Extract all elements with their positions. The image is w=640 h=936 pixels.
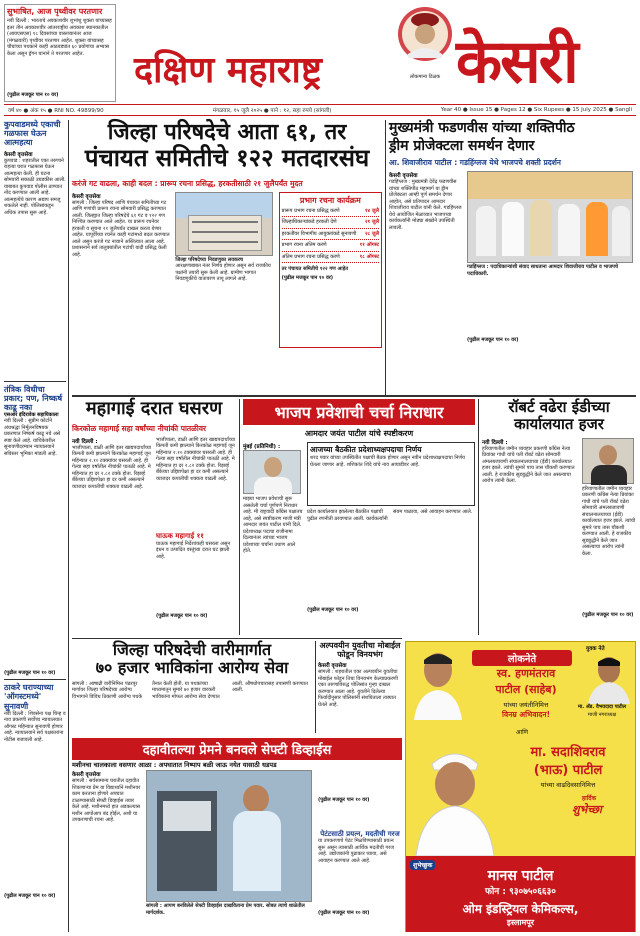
- story2-contd: (पुढील मजकूर पान १० वर): [4, 670, 56, 677]
- bjp-story: [243, 399, 475, 635]
- ad-name1: स्व. हणमंतराव: [496, 667, 556, 680]
- cm-body: गडहिंग्लज : मुख्यमंत्री देवेंद्र फडणवीस यांच्या शक्तिपीठ महामार्ग या ड्रीम प्रोजेक्टला आम्ही पूर्ण समर्थन देणार आहोत, असे प्रतिपादन आमदार शिवाजीराव पाटील यांनी केले. गडहिंग्लज येथे आयोजित मेळाव्यात भाजपच्या कार्यकर्त्यांनी मोठ्या संख्येने उपस्थिती लावली.: [389, 179, 462, 231]
- ad-greeting: शुभेच्छा: [572, 803, 602, 816]
- schedule-row: [282, 252, 379, 264]
- schedule-row: [282, 229, 379, 241]
- story1-byline: केसरी वृत्तसेवा: [4, 151, 33, 158]
- cm-story: [389, 120, 636, 392]
- vadra-story: [482, 399, 636, 635]
- jayant-patil-photo: [243, 450, 301, 494]
- advertisement: [405, 641, 636, 932]
- ad-portrait-right: [584, 652, 634, 704]
- schedule-row-label: जिल्हाधिकाऱ्यांकडे हरकती देणे: [281, 219, 337, 226]
- story3-contd: (पुढील मजकूर पान १० वर): [4, 892, 56, 899]
- left-column: [4, 120, 66, 932]
- ad-name2b: (भाऊ) पाटील: [533, 763, 603, 778]
- ad-banner: लोकनेते: [472, 650, 572, 666]
- safety-side: [318, 830, 402, 932]
- inflation-subhead: किरकोळ महागाई सहा वर्षांच्या नीचांकी पातळीवर: [72, 423, 207, 433]
- top-left-news: [4, 4, 116, 102]
- safety-headline: दहावीतल्या प्रेमने बनवले सेफ्टी डिव्हाईस: [72, 738, 402, 760]
- ad-side-role: माजी नगराध्यक्ष: [587, 712, 617, 718]
- ad-line3: यांच्या वाढदिवसानिमित्त: [540, 781, 596, 789]
- editor-caption: लोकमान्य टिळक: [409, 74, 441, 80]
- zp-contd: (पुढील मजकूर पान १० वर): [281, 274, 334, 281]
- masthead-title-left: दक्षिण महाराष्ट्र: [134, 49, 322, 91]
- zp-photo-caption: जिल्हा परिषदेच्या निवडणुका लवकरच: [175, 256, 244, 263]
- ad-side-person: मा. ॲड. वैभवदादा पाटील: [577, 704, 627, 710]
- schedule-row: [282, 240, 379, 252]
- safety-contd: (पुढील मजकूर पान १० वर): [318, 910, 370, 917]
- schedule-row-label: प्रारूप प्रभाग रचना प्रसिद्ध करणे: [281, 207, 340, 214]
- safety-byline: केसरी वृत्तसेवा: [72, 772, 101, 778]
- schedule-row: [282, 206, 379, 218]
- inflation-sub2: घाऊक महागाई ११: [156, 531, 204, 540]
- inflation-headline: महागाई दरात घसरण: [85, 398, 223, 419]
- health-story: [72, 641, 312, 733]
- info-mid: मंगळवार, १५ जुलै २०२५ ● पाने : १२, सहा रुपये (सांगली): [212, 108, 332, 114]
- vadra-headline-1: रॉबर्ट वढेरा ईडीच्या: [508, 398, 610, 416]
- zp-box-footer: तर पंचायत समितीचे १२२ गण आहेत: [281, 266, 349, 273]
- mobile-headline: अल्पवयीन युवतीचा मोबाईल फोडून विनयभंग: [319, 641, 401, 660]
- bjp-box-body: शरद पवार यांच्या उपस्थितीत पक्षाची बैठक होणार असून नवीन प्रदेशाध्यक्षपदाचा निर्णय घेतला जाणार आहे. शशिकांत शिंदे यांचे नाव आघाडीवर आहे.: [310, 455, 465, 468]
- zp-subhead: करंजे गट वाढला, काही बदल : प्रारूप रचना प्रसिद्ध, हरकतीसाठी २१ जुलैपर्यंत मुदत: [72, 178, 303, 188]
- ad-name2: मा. सदाशिवराव: [530, 745, 606, 760]
- zp-headline-1: जिल्हा परिषदेचे आता ६१, तर: [107, 120, 347, 145]
- vadra-byline: नवी दिल्ली :: [482, 439, 508, 446]
- masthead: [120, 2, 638, 102]
- info-right: Year 40 ● Issue 15 ● Pages 12 ● Six Rupees ● 15 July 2025 ● Sangli: [440, 107, 632, 113]
- bjp-body2: प्रदेश कार्यालयात झालेल्या बैठकीत पक्षाची पुढील रणनीती ठरवण्यात आली. कार्यकर्त्यांनी संयम पाळावा, असे आवाहन करण्यात आले.: [307, 509, 473, 522]
- editor-portrait: [396, 4, 454, 80]
- health-headline-2: ७० हजार भाविकांना आरोग्य सेवा: [95, 658, 289, 678]
- vadra-body-col2: हरियाणातील जमीन व्यवहार प्रकरणी काँग्रेस नेत्या प्रियांका गांधी यांचे पती रॉबर्ट वढेरा सोमवारी अंमलबजावणी संचालनालयाच्या (ईडी) कार्यालयात हजर झाले. त्यांची सुमारे पाच तास चौकशी करण्यात आली. हे राजकीय सूडबुद्धीने केले जात असल्याचा आरोप त्यांनी केला.: [582, 485, 636, 557]
- story3-headline: ठाकरे घराण्याच्या 'ऑगस्टमध्ये' सुनावणी: [4, 683, 54, 711]
- safety-side-body: या उपकरणाचे पेटंट मिळविण्यासाठी प्रयत्न सुरू असून त्यासाठी आर्थिक मदतीची गरज आहे. उद्योजकांनी पुढाकार घ्यावा, असे आवाहन करण्यात आले आहे.: [318, 838, 394, 864]
- vadra-contd: (पुढील मजकूर पान १० वर): [582, 611, 634, 618]
- ad-and: आणि: [516, 729, 529, 736]
- zp-story: [72, 120, 382, 392]
- top-left-headline: सुभाषित, आज पृथ्वीवर परतणार: [7, 7, 103, 16]
- safety-body: सांगली : सर्वसामान्य घरातील दहावीत शिकणाऱ्या प्रेम या विद्यार्थ्याने मशीनवर काम करताना होणारे अपघात टाळण्यासाठी सेफ्टी डिव्हाईस तयार केले आहे. मशीनमध्ये हात अडकल्यास मशीन आपोआप बंद होईल, अशी या उपकरणाची रचना आहे.: [72, 778, 141, 823]
- vadra-headline-2: कार्यालयात हजर: [514, 415, 604, 434]
- safety-subhead: मशीनचा चालकाला वसणार आळा : अपघातात निष्पाप बळी जाऊ नयेत यासाठी धडपड: [72, 761, 277, 769]
- ad-portrait-center: [410, 738, 500, 856]
- safety-photo-caption: सांगली : आपण बनविलेले सेफ्टी डिव्हाईस दाखविताना प्रेम पवार. सोबत त्याचे शाळेतील मार्गदर्शक.: [146, 903, 305, 916]
- schedule-row-date: २८ जुलै: [364, 230, 379, 237]
- cm-contd: (पुढील मजकूर पान १० वर): [467, 337, 519, 344]
- ad-company: ओम इंडस्ट्रियल केमिकल्स,: [462, 902, 579, 916]
- masthead-info-strip: [4, 104, 636, 116]
- top-left-contd: (पुढील मजकूर पान १० वर): [7, 92, 59, 99]
- health-body: सांगली : आषाढी वारीनिमित्त पंढरपूर मार्गावर जिल्हा परिषदेच्या आरोग्य विभागाने विविध ठिकाणी आरोग्य पथके तैनात केली होती. या पथकांच्या माध्यमातून सुमारे ७० हजार वारकरी भाविकांना मोफत आरोग्य सेवा देण्यात आली. औषधोपचारासह तपासणी करण्यात आली.: [72, 680, 308, 700]
- story1-headline: कुपवाडमध्ये एकाची गळफास घेऊन आत्महत्या: [4, 120, 61, 148]
- zp-building-photo: [175, 192, 273, 256]
- cm-photo-caption: गडहिंग्लज : पदाधिकाऱ्यांशी संवाद साधताना आमदार शिवाजीराव पाटील व भाजपचे पदाधिकारी.: [467, 264, 619, 277]
- story1-body: कुपवाड : शहरातील एका तरुणाने राहत्या घरात गळफास घेऊन आत्महत्या केली. ही घटना सोमवारी सकाळी उघडकीस आली. याबाबत कुपवाड पोलीस ठाण्यात नोंद करण्यात आली आहे. आत्महत्येचे कारण अद्याप समजू शकलेले नाही. पोलिसांकडून अधिक तपास सुरू आहे.: [4, 157, 66, 216]
- inflation-body2: घाऊक महागाई निर्देशांकही घसरला असून इंधन व उत्पादित वस्तूंच्या दरात घट झाली आहे.: [156, 540, 231, 560]
- cm-rally-photo: [467, 171, 633, 263]
- ad-name1b: पाटील (साहेब): [495, 683, 557, 696]
- top-left-body: नवी दिल्ली : भारताचे अवकाशवीर शुभांशु शुक्ला यांच्यासह इतर तीन अवकाशवीर आंतरराष्ट्रीय अवकाश स्थानकातील (आयएसएस) १८ दिवसांच्या वास्तव्यानंतर आज (मंगळवारी) पृथ्वीवर परतणार आहेत. शुक्ला यांच्यासह चौघांच्या पथकाने काही आठवड्यांत ६० प्रयोगांचा अभ्यास केला असून ड्रॅगन यानाने ते परतणार आहेत.: [7, 18, 112, 57]
- story2-sub: एसआर इंदिरावेक सहायिकाला: [4, 412, 59, 419]
- zp-box-title: प्रभाग रचना कार्यक्रम: [299, 195, 361, 205]
- inflation-body: भाजीपाला, डाळी आणि इतर खाद्यपदार्थांच्या किमती कमी झाल्याने किरकोळ महागाई जून महिन्यात २.१० टक्क्यांवर घसरली आहे. ही गेल्या सहा वर्षांतील नीचांकी पातळी आहे. मे महिन्यात हा दर २.८२ टक्के होता. रिझर्व्ह बँकेच्या उद्दिष्टापेक्षा हा दर कमी असल्याने व्याजदर कपातीची शक्यता वाढली आहे.: [72, 444, 152, 490]
- safety-side-head: पेटंटसाठी प्रयत्न, मदतीची गरज: [320, 830, 400, 838]
- mobile-byline: केसरी वृत्तसेवा: [318, 663, 347, 670]
- story3-body: नवी दिल्ली : शिवसेना पक्ष चिन्ह व नाव प्रकरणी सर्वोच्च न्यायालयात ऑगस्ट महिन्यात सुनावणी होणार आहे. न्यायालयाने सर्व पक्षकारांना नोटीस बजावली आहे.: [4, 710, 66, 743]
- schedule-row: [282, 217, 379, 229]
- inflation-byline: नवी दिल्ली :: [72, 438, 98, 445]
- schedule-row-label: अंतिम प्रभाग रचना प्रसिद्ध करणे: [281, 253, 340, 260]
- schedule-row-date: १८ ऑगस्ट: [359, 253, 379, 260]
- bjp-headline: भाजप प्रवेशाची चर्चा निराधार: [243, 399, 475, 425]
- masthead-title-right: केसरी: [456, 27, 577, 97]
- ad-sponsor-block: [406, 856, 635, 932]
- ad-greeting-small: हार्दिक: [582, 795, 597, 802]
- inflation-story: [72, 399, 236, 635]
- mobile-story: [318, 641, 402, 825]
- zp-schedule-box: [279, 192, 382, 348]
- ad-top-label: युवक नेते: [586, 646, 605, 652]
- schedule-row-date: २१ जुलै: [364, 219, 379, 226]
- story2-body: नवी दिल्ली : सुप्रीम कोर्टाने अंधश्रद्धा निर्मूलनविषयक प्रकरणात निष्कर्ष काढू नये असे स्पष्ट केले आहे. याचिकेवरील सुनावणीदरम्यान न्यायालयाने सविस्तर भूमिका मांडली आहे.: [4, 418, 61, 457]
- zp-body2: आरक्षणाबाबत नंतर निर्णय होणार असून सर्व राजकीय पक्षांनी तयारी सुरू केली आहे. ग्रामीण भागात निवडणुकीचे वातावरण तापू लागले आहे.: [175, 263, 271, 283]
- bjp-box-title: आजच्या बैठकीत प्रदेशाध्यक्षपदाचा निर्णय: [310, 445, 422, 454]
- vadra-body: हरियाणातील जमीन व्यवहार प्रकरणी काँग्रेस नेत्या प्रियांका गांधी यांचे पती रॉबर्ट वढेरा सोमवारी अंमलबजावणी संचालनालयाच्या (ईडी) कार्यालयात हजर झाले. त्यांची सुमारे पाच तास चौकशी करण्यात आली. हे राजकीय सूडबुद्धीने केले जात असल्याचा आरोप त्यांनी केला.: [482, 445, 575, 484]
- bjp-body: माझ्या भाजप प्रवेशाची सुरू असलेली चर्चा पूर्णपणे निराधार आहे. मी राष्ट्रवादी काँग्रेस पक्षातच आहे, असे स्पष्टीकरण माजी मंत्री आमदार जयंत पाटील यांनी दिले. प्रदेशाध्यक्ष पदाचा राजीनामा दिल्यानंतर त्यांच्या भाजप प्रवेशाच्या चर्चांना उधाण आले होते.: [243, 496, 303, 554]
- cm-subhead: आ. शिवाजीराव पाटील : गडहिंग्लज येथे भाजपचे शक्ती प्रदर्शन: [389, 158, 561, 168]
- ad-portrait-left: [410, 648, 466, 720]
- schedule-row-label: हरकतींवर विभागीय आयुक्तांकडे सुनावणी: [281, 230, 357, 237]
- zp-headline-2: पंचायत समितीचे १२२ मतदारसंघ: [84, 144, 370, 173]
- zp-byline: केसरी वृत्तसेवा: [72, 193, 101, 200]
- ad-sponsor-label: शुभेच्छुक: [410, 860, 435, 870]
- ad-phone: फोन : ९३०७५०६६३०: [485, 887, 556, 897]
- bjp-contd: (पुढील मजकूर पान १० वर): [307, 607, 359, 613]
- ad-city: इस्लामपूर: [506, 918, 535, 927]
- safety-photo: [146, 770, 312, 902]
- mobile-body: सांगली : शहरातील एका अल्पवयीन युवतीचा मोबाईल फोडून तिचा विनयभंग केल्याप्रकरणी एका तरुणाविरुद्ध पोलिसांत गुन्हा दाखल करण्यात आला आहे. युवतीने दिलेल्या फिर्यादीनुसार पोलिसांनी संशयिताला ताब्यात घेतले आहे.: [318, 669, 398, 708]
- info-left: वर्ष ४० ● अंक १५ ● RNI NO. 49899/90: [8, 108, 104, 114]
- inflation-contd: (पुढील मजकूर पान १० वर): [156, 612, 208, 619]
- cm-headline-1: मुख्यमंत्री फडणवीस यांच्या शक्तिपीठ: [389, 120, 575, 136]
- cm-headline-2: ड्रीम प्रोजेक्टला समर्थन देणार: [389, 138, 535, 155]
- bjp-meeting-box: [307, 442, 475, 506]
- zp-body: सांगली : जिल्हा परिषद आणि पंचायत समितीच्या गट आणि गणांची प्रारूप रचना सोमवारी प्रसिद्ध करण्यात आली. जिल्ह्यात जिल्हा परिषदेचे ६१ गट व १२२ गण निश्चित करण्यात आले आहेत. या प्रारूप रचनेवर हरकती व सूचना २१ जुलैपर्यंत दाखल करता येणार आहेत. यापूर्वीच्या रचनेत काही गटांमध्ये बदल करण्यात आले असून करंजे गट नव्याने अस्तित्वात आला आहे. प्रशासनाने सर्व तालुक्यांतील गटांची यादी प्रसिद्ध केली आहे.: [72, 199, 170, 258]
- mobile-contd: (पुढील मजकूर पान १० वर): [318, 797, 370, 804]
- schedule-row-date: ११ ऑगस्ट: [359, 242, 379, 249]
- cm-byline: केसरी वृत्तसेवा: [389, 173, 418, 180]
- bjp-subhead: आमदार जयंत पाटील यांचे स्पष्टीकरण: [304, 429, 414, 438]
- ad-sponsor-name: मानस पाटील: [487, 868, 554, 884]
- bjp-byline: मुंबई (प्रतिनिधी) :: [243, 444, 281, 450]
- inflation-body-col2: भाजीपाला, डाळी आणि इतर खाद्यपदार्थांच्या किमती कमी झाल्याने किरकोळ महागाई जून महिन्यात २.१० टक्क्यांवर घसरली आहे. ही गेल्या सहा वर्षांतील नीचांकी पातळी आहे. मे महिन्यात हा दर २.८२ टक्के होता. रिझर्व्ह बँकेच्या उद्दिष्टापेक्षा हा दर कमी असल्याने व्याजदर कपातीची शक्यता वाढली आहे.: [156, 436, 236, 482]
- story2-headline: तंत्रिक विधीचा प्रकार; पण, निष्कर्ष काढू नका: [4, 384, 63, 412]
- health-headline-1: जिल्हा परिषदेची वारीमार्गात: [112, 640, 272, 659]
- ad-line1: यांच्या जयंतीनिमित्त: [503, 701, 549, 709]
- vadra-photo: [582, 438, 634, 484]
- safety-story: [72, 738, 332, 932]
- ad-line2: विनम्र अभिवादन!: [502, 710, 550, 719]
- schedule-row-date: १४ जुलै: [364, 207, 379, 214]
- schedule-row-label: प्रभाग रचना अंतिम करणे: [281, 242, 327, 249]
